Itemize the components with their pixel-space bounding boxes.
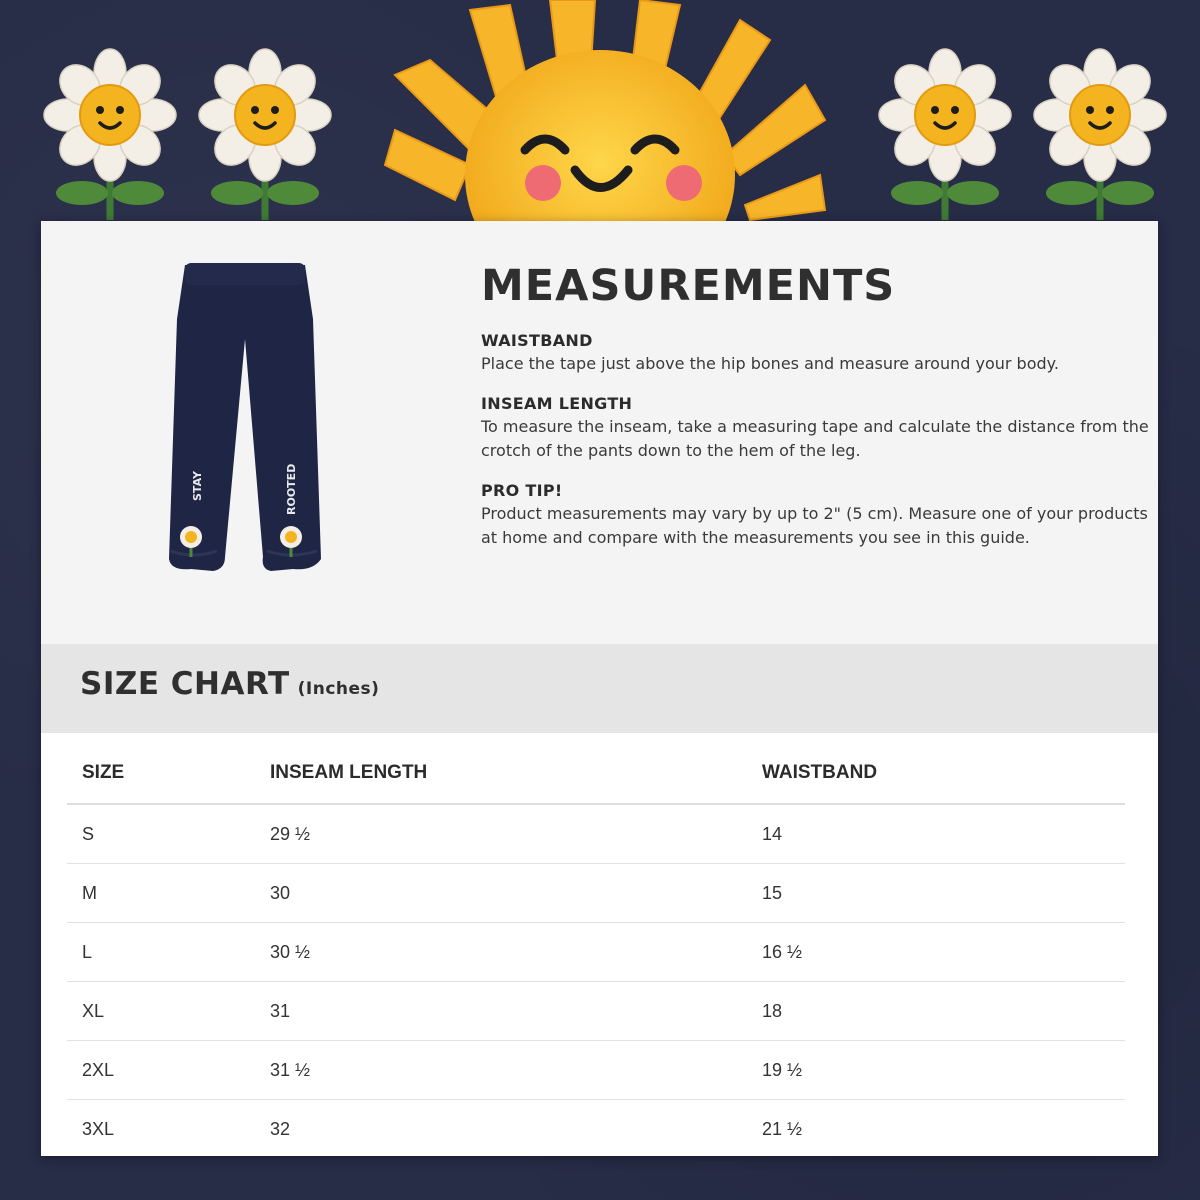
cell-size: 2XL xyxy=(82,1059,115,1080)
cell-inseam: 30 ½ xyxy=(270,941,311,962)
daisy-icon-1 xyxy=(44,49,176,220)
section-pro-tip xyxy=(481,481,1151,550)
daisy-icon-3 xyxy=(879,49,1011,220)
pants-image xyxy=(163,259,323,579)
section-body: Place the tape just above the hip bones and measure around your body. xyxy=(481,354,1059,373)
table-row xyxy=(67,982,1125,1041)
measurements-title: MEASUREMENTS xyxy=(481,261,896,311)
cell-waistband: 14 xyxy=(762,823,783,844)
cell-size: XL xyxy=(82,1000,105,1021)
section-body: Product measurements may vary by up to 2" (5 cm). Measure one of your products at home and compare with the measurements you see in this guide. xyxy=(481,504,1148,547)
section-waistband xyxy=(481,331,1151,376)
sun-icon xyxy=(385,0,825,230)
cell-waistband: 21 ½ xyxy=(762,1118,803,1139)
cell-waistband: 18 xyxy=(762,1000,783,1021)
pants-text-stay: STAY xyxy=(191,471,204,501)
size-chart-unit: (Inches) xyxy=(297,679,380,699)
cell-inseam: 31 ½ xyxy=(270,1059,311,1080)
daisy-icon-2 xyxy=(199,49,331,220)
section-title: INSEAM LENGTH xyxy=(481,394,633,413)
embroidery-header xyxy=(0,0,1200,230)
cell-size: S xyxy=(82,823,95,844)
size-chart-header xyxy=(41,644,1158,733)
measurements-info xyxy=(481,261,1151,568)
cell-size: L xyxy=(82,941,93,962)
cell-inseam: 31 xyxy=(270,1000,291,1021)
section-title: WAISTBAND xyxy=(481,331,593,350)
cell-size: M xyxy=(82,882,97,903)
section-inseam xyxy=(481,394,1151,463)
cell-waistband: 19 ½ xyxy=(762,1059,803,1080)
size-table xyxy=(67,733,1125,1156)
measurements-panel xyxy=(41,221,1158,644)
table-row xyxy=(67,1100,1125,1156)
section-body: To measure the inseam, take a measuring tape and calculate the distance from the crotch of the pants down to the hem of the leg. xyxy=(481,417,1149,460)
column-header-waistband: WAISTBAND xyxy=(762,762,878,783)
table-row xyxy=(67,805,1125,864)
cell-waistband: 15 xyxy=(762,882,783,903)
table-header-row xyxy=(67,733,1125,805)
cell-size: 3XL xyxy=(82,1118,115,1139)
pants-text-rooted: ROOTED xyxy=(285,463,298,515)
cell-inseam: 32 xyxy=(270,1118,291,1139)
cell-inseam: 29 ½ xyxy=(270,823,311,844)
table-row xyxy=(67,864,1125,923)
column-header-size: SIZE xyxy=(82,762,125,783)
size-chart-title: SIZE CHART xyxy=(80,666,290,702)
column-header-inseam: INSEAM LENGTH xyxy=(270,762,428,783)
table-row xyxy=(67,923,1125,982)
cell-inseam: 30 xyxy=(270,882,291,903)
cell-waistband: 16 ½ xyxy=(762,941,803,962)
daisy-icon-4 xyxy=(1034,49,1166,220)
table-row xyxy=(67,1041,1125,1100)
size-guide-card xyxy=(41,221,1158,1156)
section-title: PRO TIP! xyxy=(481,481,563,500)
